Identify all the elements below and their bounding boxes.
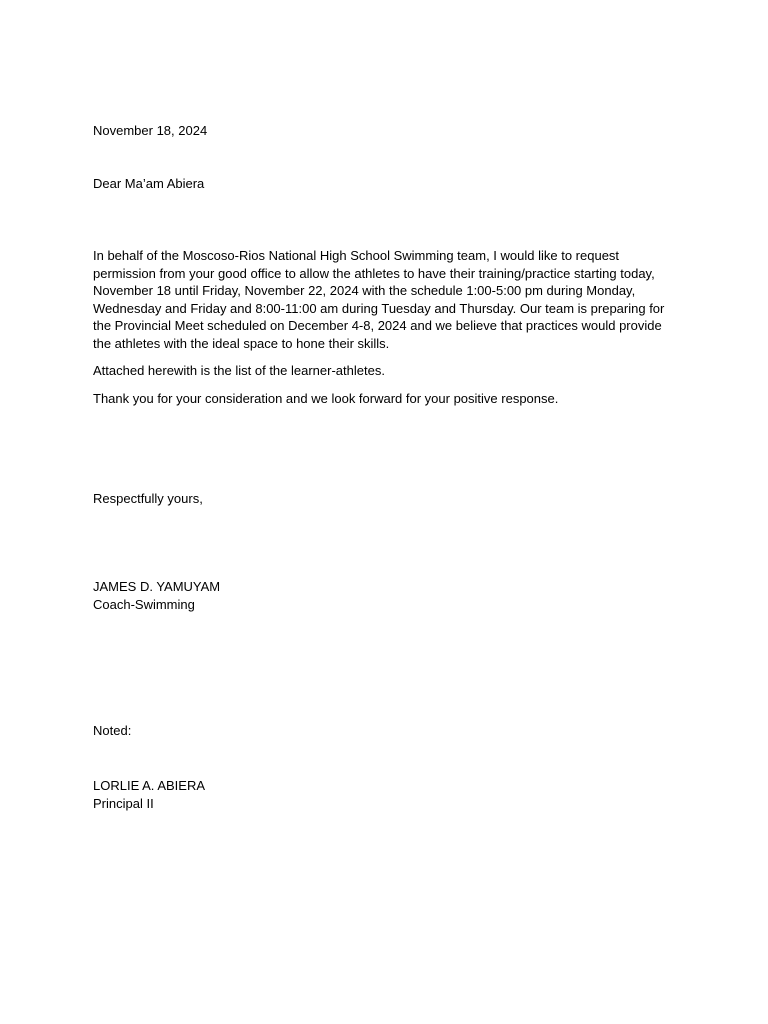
- sender-title: Coach-Swimming: [93, 597, 195, 612]
- letter-closing: Respectfully yours,: [93, 491, 203, 506]
- sender-name: JAMES D. YAMUYAM: [93, 579, 221, 594]
- approver-name: LORLIE A. ABIERA: [93, 778, 205, 793]
- letter-date: November 18, 2024: [93, 123, 208, 138]
- approver-title: Principal II: [93, 796, 154, 811]
- letter-paragraph-thanks: Thank you for your consideration and we look forward for your positive response.: [93, 391, 559, 406]
- noted-label: Noted:: [93, 723, 132, 738]
- letter-salutation: Dear Ma’am Abiera: [93, 176, 205, 191]
- letter-paragraph-attachment: Attached herewith is the list of the learner-athletes.: [93, 363, 385, 378]
- letter-paragraph-request: In behalf of the Moscoso-Rios National High School Swimming team, I would like to request permission from your good office to allow the athletes to have their training/practice starting today, November 18 until Friday, November 22, 2024 with the schedule 1:00-5:00 pm during Monday, Wednesday and Friday and 8:00-11:00 am during Tuesday and Thursday. Our team is preparing for the Provincial Meet scheduled on December 4-8, 2024 and we believe that practices would provide the athletes with the ideal space to hone their skills.: [93, 248, 665, 351]
